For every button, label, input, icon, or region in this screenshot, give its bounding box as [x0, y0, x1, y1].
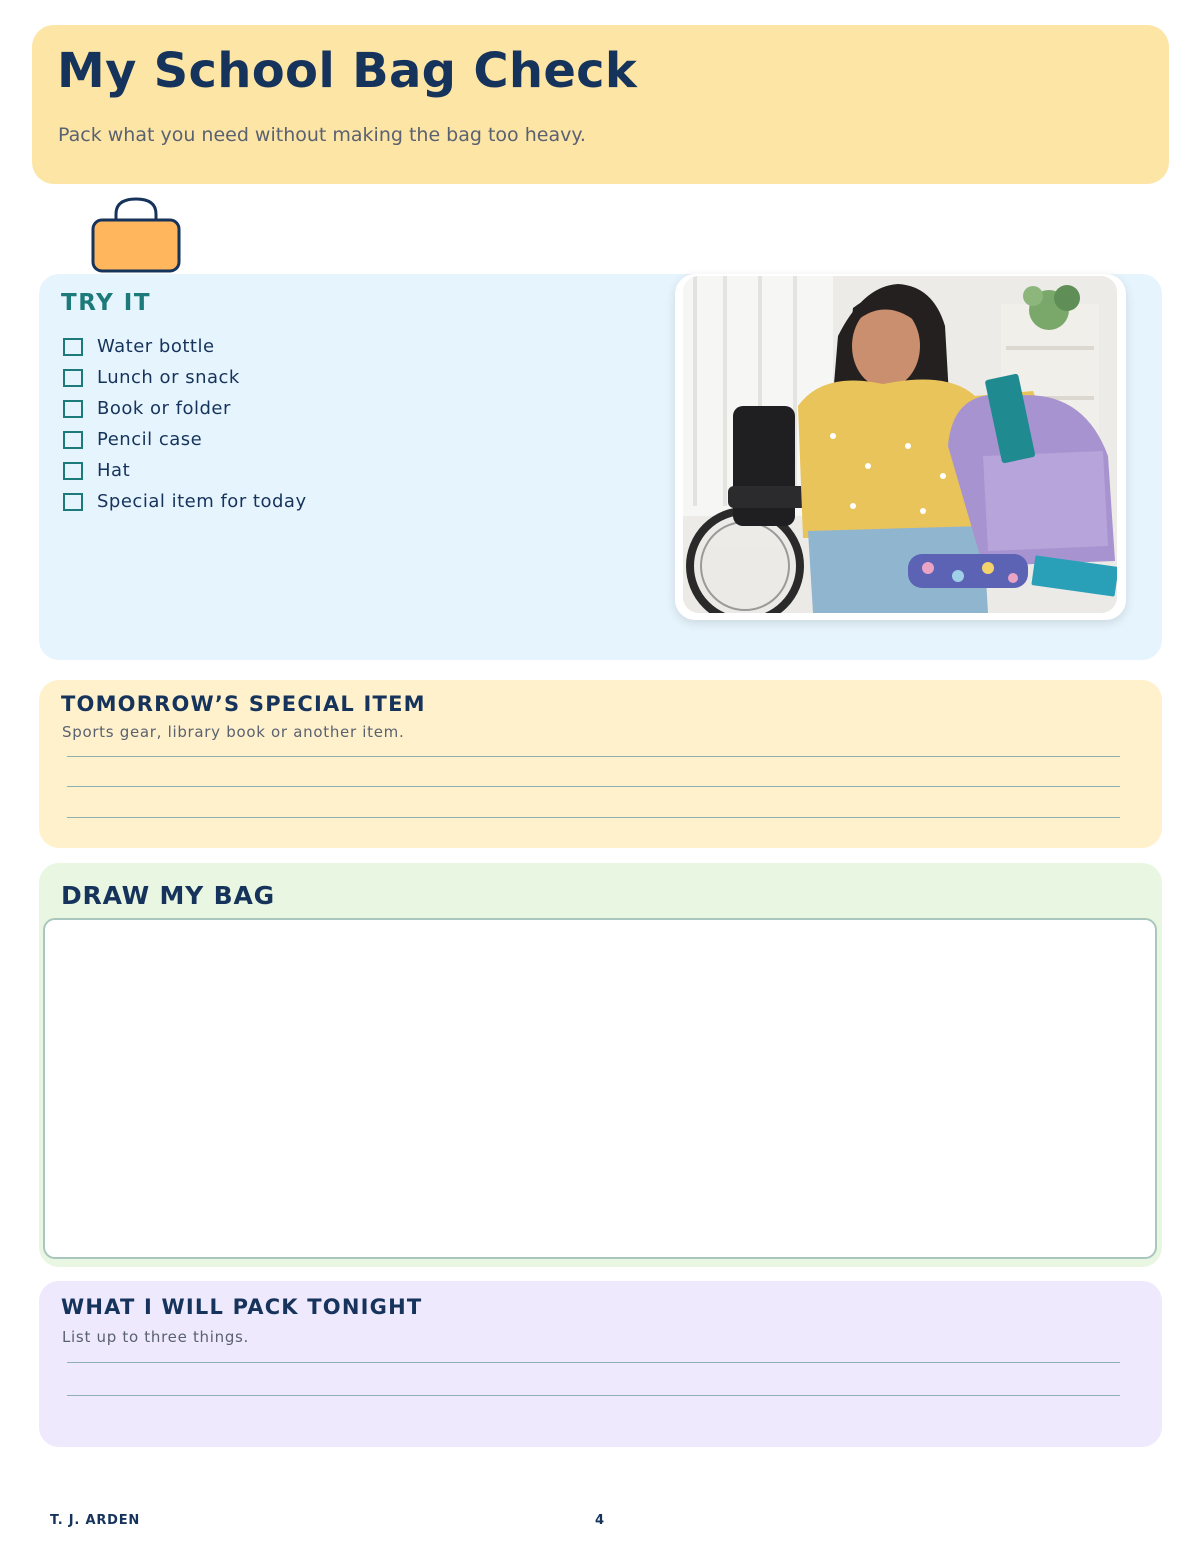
writing-line[interactable] — [67, 786, 1120, 787]
checkbox[interactable] — [63, 400, 83, 418]
photo-girl-packing-backpack — [683, 276, 1117, 613]
drawing-area[interactable] — [43, 918, 1157, 1259]
checkbox[interactable] — [63, 369, 83, 387]
checkbox[interactable] — [63, 338, 83, 356]
checklist-item[interactable] — [63, 331, 307, 362]
checklist-item-label: Hat — [97, 460, 131, 481]
bag-icon — [90, 196, 184, 276]
footer-author: T. J. ARDEN — [50, 1513, 141, 1528]
writing-line[interactable] — [67, 756, 1120, 757]
draw-bag-panel — [39, 863, 1162, 1267]
special-item-title: TOMORROW’S SPECIAL ITEM — [61, 692, 426, 716]
special-item-hint: Sports gear, library book or another item. — [62, 723, 405, 741]
page-header — [32, 25, 1169, 184]
pack-tonight-panel — [39, 1281, 1162, 1447]
photo-frame — [675, 274, 1126, 620]
checklist-item[interactable] — [63, 486, 307, 517]
try-it-panel — [39, 274, 1162, 660]
page-title: My School Bag Check — [57, 43, 638, 99]
checkbox[interactable] — [63, 462, 83, 480]
try-it-title: TRY IT — [61, 290, 152, 316]
page-subtitle: Pack what you need without making the bag too heavy. — [58, 124, 586, 146]
checklist — [63, 331, 307, 517]
checklist-item-label: Special item for today — [97, 491, 307, 512]
checklist-item[interactable] — [63, 424, 307, 455]
checklist-item[interactable] — [63, 362, 307, 393]
checklist-item-label: Lunch or snack — [97, 367, 240, 388]
pack-tonight-title: WHAT I WILL PACK TONIGHT — [61, 1295, 423, 1319]
checklist-item[interactable] — [63, 393, 307, 424]
page-number: 4 — [595, 1513, 605, 1528]
checklist-item-label: Water bottle — [97, 336, 215, 357]
writing-line[interactable] — [67, 1362, 1120, 1363]
checklist-item-label: Book or folder — [97, 398, 231, 419]
special-item-panel — [39, 680, 1162, 848]
checklist-item-label: Pencil case — [97, 429, 203, 450]
checklist-item[interactable] — [63, 455, 307, 486]
draw-bag-title: DRAW MY BAG — [61, 881, 275, 910]
writing-line[interactable] — [67, 1395, 1120, 1396]
checkbox[interactable] — [63, 493, 83, 511]
writing-line[interactable] — [67, 817, 1120, 818]
pack-tonight-hint: List up to three things. — [62, 1328, 250, 1346]
checkbox[interactable] — [63, 431, 83, 449]
